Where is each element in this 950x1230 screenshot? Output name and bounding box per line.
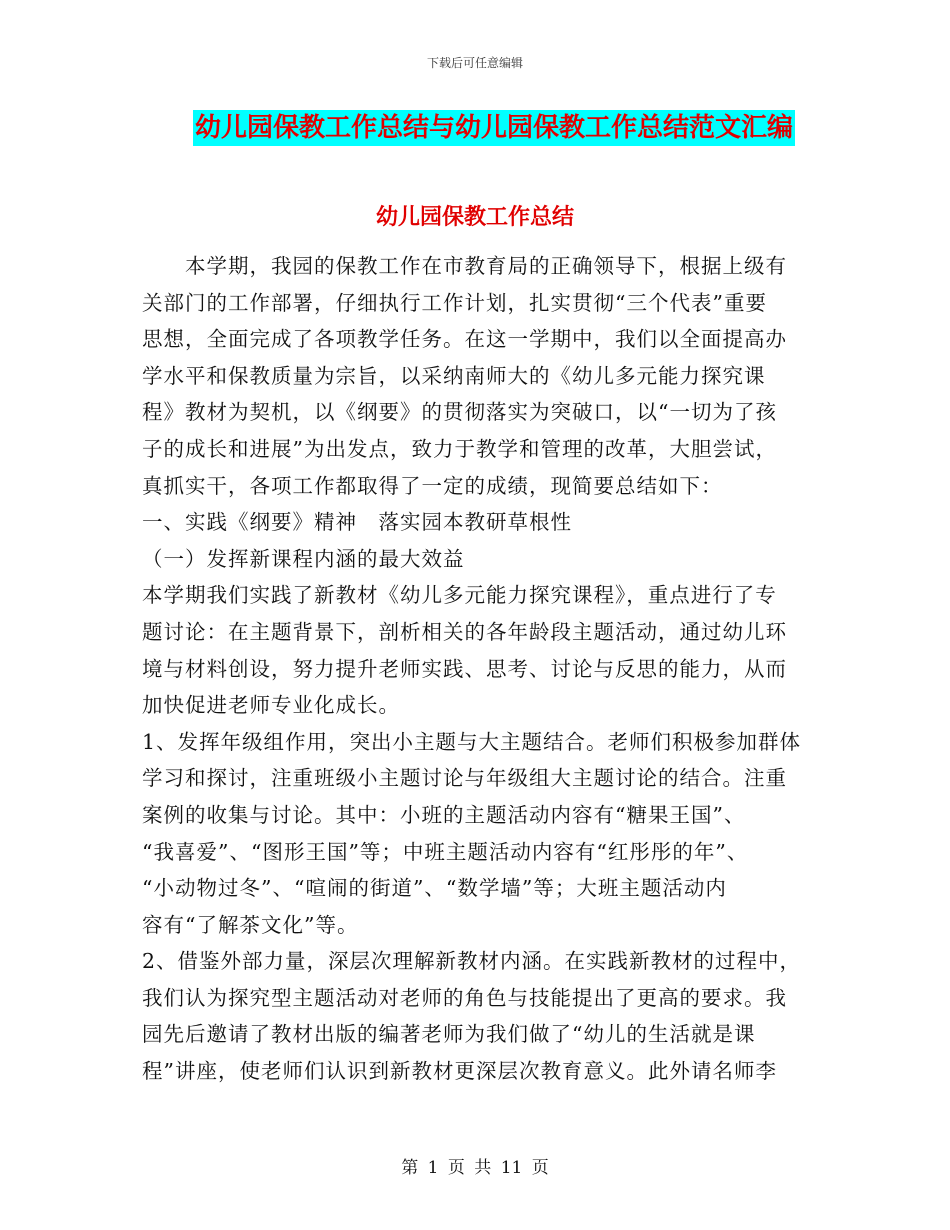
- text-line: 案例的收集与讨论。其中：小班的主题活动内容有“糖果王国”、: [142, 802, 746, 827]
- body-text: [142, 248, 812, 1090]
- text-line: 题讨论：在主题背景下，剖析相关的各年龄段主题活动，通过幼儿环: [142, 619, 787, 644]
- text-line: 2、借鉴外部力量，深层次理解新教材内涵。在实践新教材的过程中，: [142, 949, 802, 974]
- text-line: 我们认为探究型主题活动对老师的角色与技能提出了更高的要求。我: [142, 985, 787, 1010]
- text-line: 本学期，我园的保教工作在市教育局的正确领导下，根据上级有: [142, 254, 787, 278]
- text-line: 1、发挥年级组作用，突出小主题与大主题结合。老师们积极参加群体: [142, 729, 802, 754]
- section-title: 幼儿园保教工作总结: [375, 204, 574, 230]
- text-line: 真抓实干，各项工作都取得了一定的成绩，现简要总结如下：: [142, 473, 723, 498]
- text-line: 容有“了解茶文化”等。: [142, 912, 359, 937]
- subheading-line: （一）发挥新课程内涵的最大效益: [142, 546, 465, 571]
- text-line: 学习和探讨，注重班级小主题讨论与年级组大主题讨论的结合。注重: [142, 766, 787, 791]
- heading-line: 一、实践《纲要》精神 落实园本教研草根性: [142, 510, 572, 535]
- text-line: 加快促进老师专业化成长。: [142, 693, 400, 718]
- header-note: 下载后可任意编辑: [426, 56, 523, 70]
- text-line: 学水平和保教质量为宗旨，以采纳南师大的《幼儿多元能力探究课: [142, 363, 766, 388]
- page-footer: 第 1 页 共 11 页: [401, 1158, 549, 1178]
- text-line: “我喜爱”、“图形王国”等；中班主题活动内容有“红彤彤的年”、: [142, 839, 749, 864]
- main-title: 幼儿园保教工作总结与幼儿园保教工作总结范文汇编: [193, 110, 795, 146]
- text-line: 思想，全面完成了各项教学任务。在这一学期中，我们以全面提高办: [142, 327, 787, 352]
- text-line: 境与材料创设，努力提升老师实践、思考、讨论与反思的能力，从而: [142, 656, 787, 681]
- text-line: 本学期我们实践了新教材《幼儿多元能力探究课程》，重点进行了专: [142, 583, 777, 608]
- text-line: 子的成长和进展”为出发点，致力于教学和管理的改革，大胆尝试，: [142, 436, 777, 461]
- text-line: 关部门的工作部署，仔细执行工作计划，扎实贯彻“三个代表”重要: [142, 290, 767, 315]
- text-line: 程》教材为契机，以《纲要》的贯彻落实为突破口，以“一切为了孩: [142, 400, 777, 425]
- text-line: 程”讲座，使老师们认识到新教材更深层次教育意义。此外请名师李: [142, 1059, 777, 1084]
- text-line: “小动物过冬”、“喧闹的街道”、“数学墙”等；大班主题活动内: [142, 876, 727, 901]
- text-line: 园先后邀请了教材出版的编著老师为我们做了“幼儿的生活就是课: [142, 1022, 756, 1047]
